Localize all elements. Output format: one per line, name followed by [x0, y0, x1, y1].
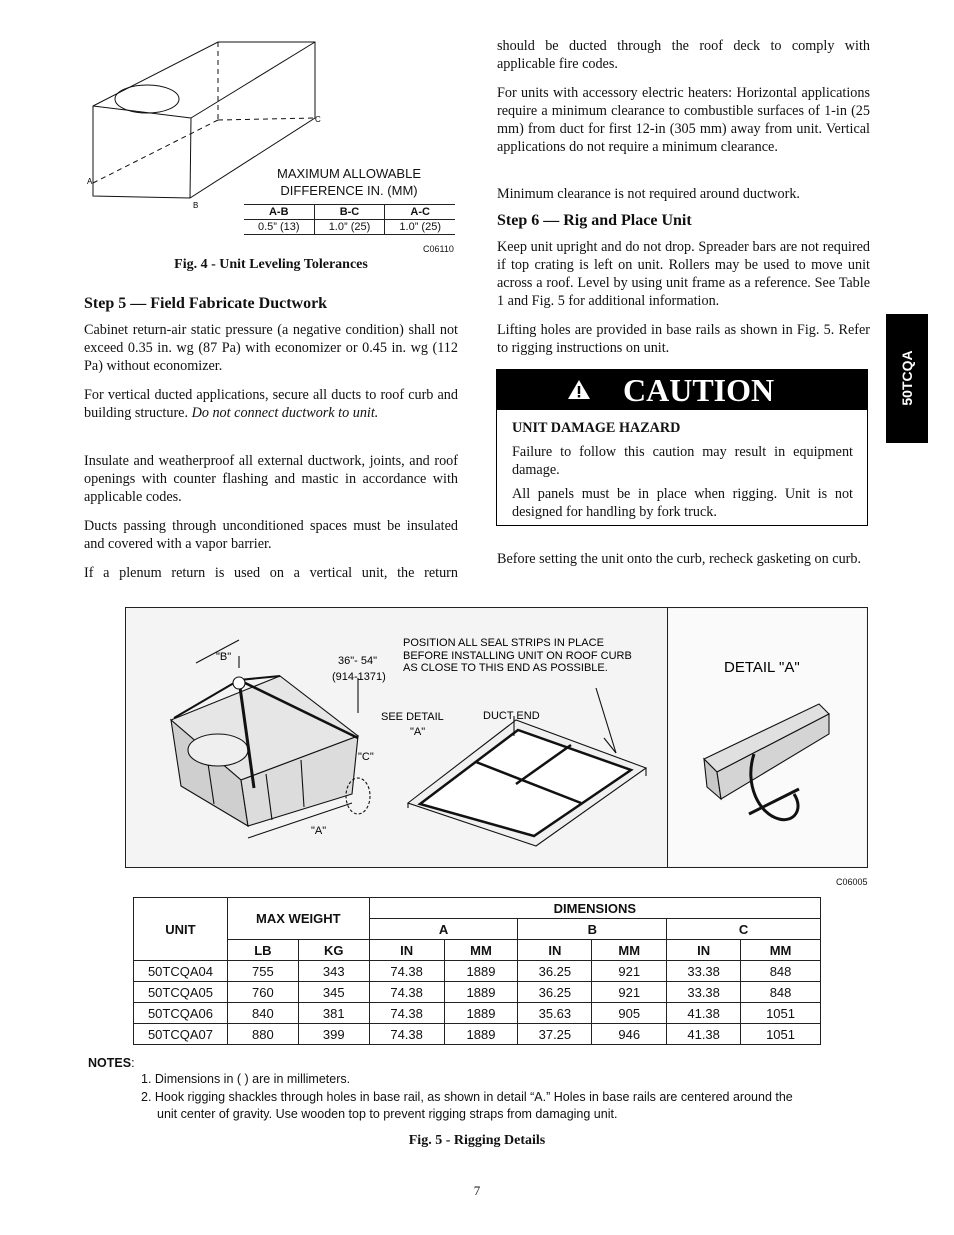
caution-p2: All panels must be in place when rigging. Unit is not designed for handling by fork truck. [512, 486, 853, 520]
fire-codes-para: should be ducted through the roof deck to comply with applicable fire codes. [497, 38, 870, 72]
detail-a-drawing [669, 609, 865, 865]
caution-title: CAUTION [623, 372, 775, 408]
caution-box [496, 369, 868, 526]
see-detail-1: SEE DETAIL [381, 711, 444, 723]
note-1: 1. Dimensions in ( ) are in millimeters. [141, 1072, 351, 1086]
dim-text-1: 36"- 54" [338, 655, 377, 667]
header-b: B [518, 919, 667, 940]
seal-note-1: POSITION ALL SEAL STRIPS IN PLACE [403, 637, 604, 649]
label-a: A [87, 177, 93, 186]
page-number: 7 [473, 1183, 481, 1198]
detail-a-label: DETAIL "A" [724, 659, 800, 676]
dim-text-2: (914-1371) [332, 671, 386, 683]
table-row: 50TCQA07 880 399 74.38 1889 37.25 946 41.38 1051 [134, 1024, 821, 1045]
fig5-caption: Fig. 5 - Rigging Details [408, 1133, 546, 1148]
seal-note-2: BEFORE INSTALLING UNIT ON ROOF CURB [403, 650, 632, 662]
tolerance-table: A-B B-C A-C 0.5” (13) 1.0” (25) 1.0” (25) [244, 204, 455, 235]
units-row: LB KG IN MM IN MM IN MM [134, 940, 821, 961]
min-clearance-para: Minimum clearance is not required around ductwork. [497, 186, 800, 202]
caution-header [497, 370, 867, 410]
notes-title: NOTES: [88, 1056, 135, 1070]
heaters-para: For units with accessory electric heaters: Horizontal applications require a minimum clearance to combustible surfaces of 1-in (25 mm) from duct for first 12-in (305 mm) away from unit. Vertical applications do not require a minimum clearance. [497, 85, 870, 155]
tolerance-title: MAXIMUM ALLOWABLE DIFFERENCE IN. (MM) [277, 166, 421, 198]
seal-note-3: AS CLOSE TO THIS END AS POSSIBLE. [403, 662, 608, 674]
header-max-weight: MAX WEIGHT [227, 898, 369, 940]
step5-p3: Insulate and weatherproof all external ductwork, joints, and roof openings with counter flashing and mastic in accordance with applicable codes. [84, 453, 458, 505]
hazard-title: UNIT DAMAGE HAZARD [512, 420, 681, 436]
step5-p4: Ducts passing through unconditioned spaces must be insulated and covered with a vapor barrier. [84, 518, 458, 552]
fig5-code: C06005 [836, 877, 868, 887]
step6-p1: Keep unit upright and do not drop. Spreader bars are not required if top crating is left on unit. Rollers may be used to move unit across a roof. Level by using unit frame as a reference. See Table 1 and Fig. 5 for additional information. [497, 239, 870, 309]
step5-heading: Step 5 — Field Fabricate Ductwork [84, 295, 328, 312]
rigging-drawing [126, 608, 666, 866]
step6-p2: Lifting holes are provided in base rails as shown in Fig. 5. Refer to rigging instructions on unit. [497, 322, 870, 356]
label-b-text: "B" [216, 651, 232, 663]
label-c: C [315, 115, 321, 124]
side-tab-label: 50TCQA [899, 350, 915, 406]
note-2b: unit center of gravity. Use wooden top to prevent rigging straps from damaging unit. [157, 1107, 618, 1121]
header-a: A [369, 919, 518, 940]
note-2a: 2. Hook rigging shackles through holes in base rail, as shown in detail “A.” Holes in base rails are centered around the [141, 1090, 793, 1104]
duct-end-label: DUCT END [483, 710, 540, 722]
step5-p1: Cabinet return-air static pressure (a negative condition) shall not exceed 0.35 in. wg (87 Pa) with economizer or 0.45 in. wg (112 Pa) without economizer. [84, 322, 458, 374]
label-a-text: "A" [311, 825, 327, 837]
fig4-caption: Fig. 4 - Unit Leveling Tolerances [174, 257, 368, 272]
fig4-code: C06110 [423, 244, 454, 254]
step6-heading: Step 6 — Rig and Place Unit [497, 212, 692, 229]
dimensions-table [133, 897, 821, 1045]
header-c: C [667, 919, 821, 940]
table-row: 50TCQA06 840 381 74.38 1889 35.63 905 41.38 1051 [134, 1003, 821, 1024]
header-unit: UNIT [134, 898, 228, 961]
table-row: 50TCQA04 755 343 74.38 1889 36.25 921 33.38 848 [134, 961, 821, 982]
step5-p2: For vertical ducted applications, secure all ducts to roof curb and building structure. Do not connect ductwork to unit. [84, 387, 458, 421]
table-row: 50TCQA05 760 345 74.38 1889 36.25 921 33.38 848 [134, 982, 821, 1003]
warning-icon [567, 379, 591, 400]
header-dimensions: DIMENSIONS [369, 898, 820, 919]
fig5-divider [667, 607, 668, 868]
side-tab [886, 314, 928, 443]
label-c-text: "C" [358, 751, 374, 763]
caution-p1: Failure to follow this caution may result in equipment damage. [512, 444, 853, 478]
label-b: B [193, 201, 199, 210]
step5-p5: If a plenum return is used on a vertical unit, the return [84, 565, 458, 581]
see-detail-2: "A" [410, 726, 426, 738]
gasket-para: Before setting the unit onto the curb, recheck gasketing on curb. [497, 551, 862, 567]
